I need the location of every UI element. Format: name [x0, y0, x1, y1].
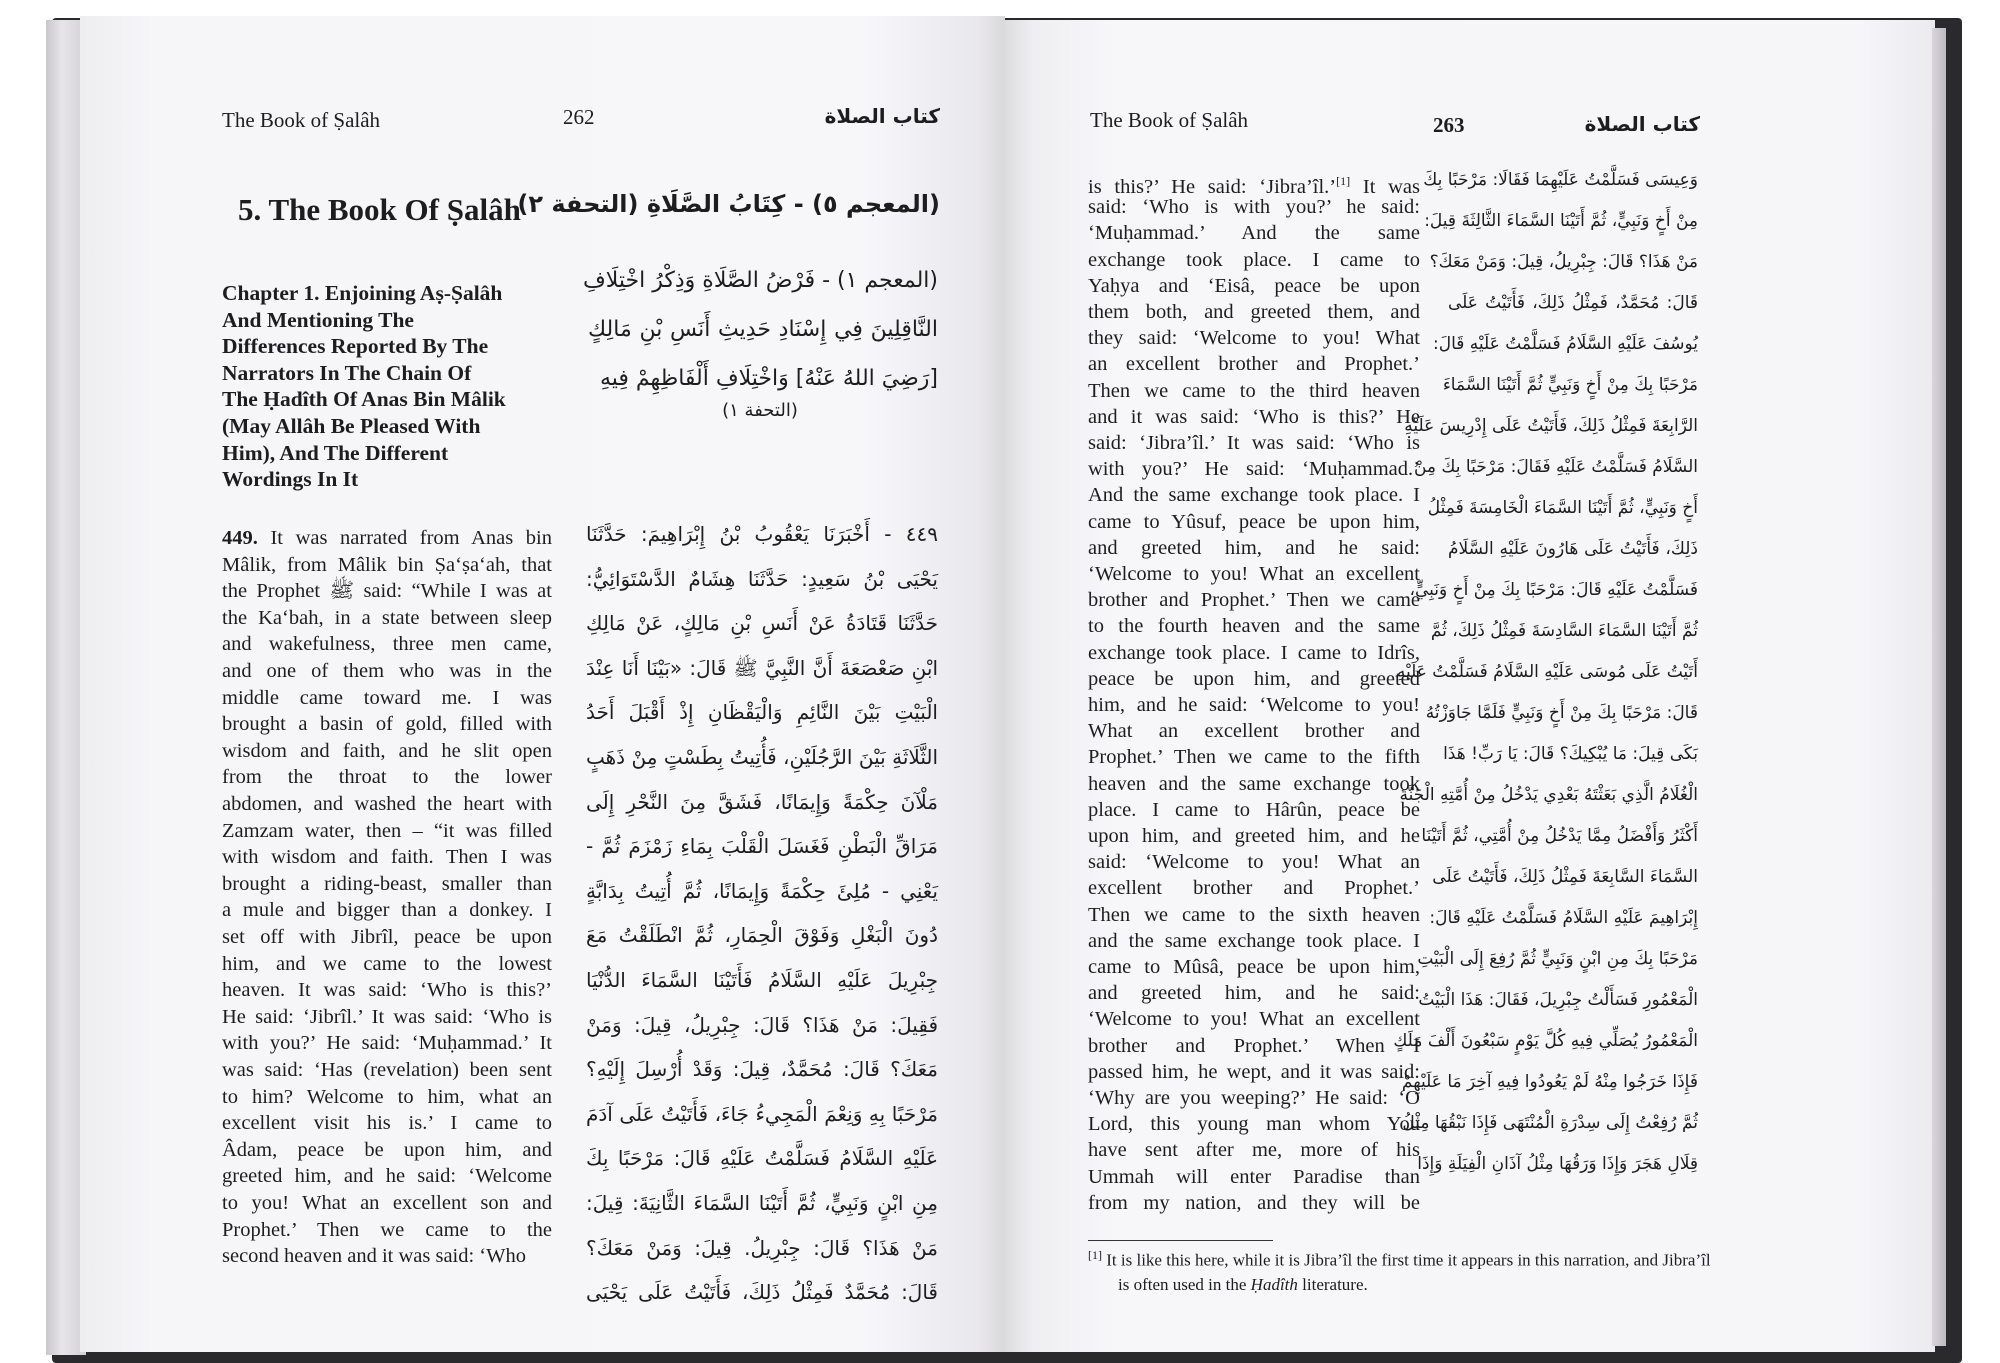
arabic-text-line: قَالَ: مَرْحَبًا بِكَ مِنْ أَخٍ وَنَبِيٍّ فَلَمَّا جَاوَزْتُهُ: [1425, 703, 1698, 723]
footnote-text: literature.: [1297, 1275, 1368, 1294]
body-text-line: heaven and the same exchange took: [1088, 772, 1420, 795]
running-head-arabic-right: كتاب الصلاة: [1584, 112, 1700, 136]
body-text-line: abdomen, and washed the heart with: [222, 793, 552, 815]
arabic-text-line: حَدَّثَنَا قَتَادَةُ عَنْ أَنَسِ بْنِ مَالِكٍ، عَنْ مَالِكِ: [586, 611, 938, 636]
chapter-heading-line: Wordings In It: [222, 467, 359, 492]
body-text-line: Prophet.’ Then we came to the fifth: [1088, 746, 1420, 769]
arabic-text-line: مَنْ هَذَا؟ قَالَ: جِبْرِيلُ. قِيلَ: وَمَنْ مَعَكَ؟: [586, 1235, 938, 1260]
page-number-right: 263: [1433, 113, 1465, 137]
arabic-text-line: فَقِيلَ: مَنْ هَذَا؟ قَالَ: جِبْرِيلُ، قِيلَ: وَمَنْ: [586, 1012, 938, 1037]
body-text-line: Mâlik, from Mâlik bin Ṣa‘ṣa‘ah, that: [222, 553, 552, 576]
body-text-line: came to Yûsuf, peace be upon him,: [1088, 510, 1420, 533]
body-text-line: and greeted him, and he said:: [1088, 536, 1420, 559]
arabic-text-line: دُونَ الْبَغْلِ وَفَوْقَ الْحِمَارِ، ثُمَّ انْطَلَقْتُ مَعَ: [586, 923, 938, 948]
body-text-line: passed him, he wept, and it was said:: [1088, 1060, 1420, 1083]
body-text-line: Prophet.’ Then we came to the: [222, 1218, 552, 1241]
body-text-line: and the same exchange took place. I: [1088, 929, 1420, 952]
body-text-line: a mule and bigger than a donkey. I: [222, 899, 552, 922]
body-text-line: ‘Muḥammad.’ And the same: [1088, 222, 1420, 245]
body-text-line: greeted him, and he said: ‘Welcome: [222, 1165, 552, 1188]
footnote-term: Ḥadîth: [1250, 1275, 1298, 1294]
body-text-line: brother and Prophet.’ Then we came: [1088, 589, 1420, 612]
arabic-text-line: بَكَى قِيلَ: مَا يُبْكِيكَ؟ قَالَ: يَا رَبِّ! هَذَا: [1443, 744, 1698, 764]
chapter-heading-line: Him), And The Different: [222, 440, 449, 465]
arabic-text-line: عَلَيْهِ السَّلَامُ فَسَلَّمْتُ عَلَيْهِ قَالَ: مَرْحَبًا بِكَ: [586, 1146, 938, 1171]
body-text-line: them both, and greeted them, and: [1088, 301, 1420, 323]
arabic-text-line: الْبَيْتِ بَيْنَ النَّائِمِ وَالْيَقْظَانِ إِذْ أَقْبَلَ أَحَدُ: [586, 700, 938, 725]
book-title: 5. The Book Of Ṣalâh: [238, 192, 521, 227]
body-text-line: upon him, and greeted him, and he: [1088, 825, 1420, 847]
footnote-marker: [1]: [1088, 1248, 1102, 1262]
body-text: It was narrated from Anas bin: [257, 527, 552, 549]
arabic-text-line: السَّمَاءَ السَّابِعَةَ فَمِثْلُ ذَلِكَ، فَأَتَيْتُ عَلَى: [1432, 867, 1698, 887]
body-text: It was: [1350, 175, 1421, 198]
body-text-line: ‘Welcome to you! What an excellent: [1088, 1008, 1420, 1031]
body-text-line: exchange took place. I came to Idrîs,: [1088, 641, 1420, 664]
arabic-text-line: مِنِ ابْنٍ وَنَبِيٍّ، ثُمَّ أَتَيْنَا السَّمَاءَ الثَّانِيَةَ: قِيلَ:: [586, 1191, 938, 1215]
chapter-heading-arabic-line: النَّاقِلِينَ فِي إِسْنَادِ حَدِيثِ أَنَسِ بْنِ مَالِكٍ: [588, 317, 938, 342]
body-text-line: with wisdom and faith. Then I was: [222, 846, 552, 869]
arabic-text-line: يُوسُفَ عَلَيْهِ السَّلَامُ فَسَلَّمْتُ عَلَيْهِ قَالَ:: [1433, 334, 1698, 354]
body-text-line: and wakefulness, three men came,: [222, 633, 552, 656]
body-text-line: to you! What an excellent son and: [222, 1192, 552, 1214]
hadith-number: 449.: [222, 527, 258, 549]
arabic-text-line: فَسَلَّمْتُ عَلَيْهِ قَالَ: مَرْحَبًا بِكَ مِنْ أَخٍ وَنَبِيٍّ،: [1409, 580, 1698, 600]
arabic-text-line: مَرْحَبًا بِكَ مِنْ أَخٍ وَنَبِيٍّ ثُمَّ أَتَيْنَا السَّمَاءَ: [1442, 375, 1698, 395]
arabic-text-line: مِنْ أَخٍ وَنَبِيٍّ، ثُمَّ أَتَيْنَا السَّمَاءَ الثَّالِثَةَ قِيلَ:: [1424, 211, 1698, 231]
body-text-line: set off with Jibrîl, peace be upon: [222, 926, 552, 948]
arabic-text-line: جِبْرِيلَ عَلَيْهِ السَّلَامُ فَأَتَيْنَا السَّمَاءَ الدُّنْيَا: [586, 968, 938, 992]
body-text-line: ‘Welcome to you! What an excellent: [1088, 563, 1420, 585]
chapter-heading-line: And Mentioning The: [222, 307, 414, 332]
arabic-text-line: يَحْيَى بْنُ سَعِيدٍ: حَدَّثَنَا هِشَامٌ الدَّسْتَوَائِيُّ:: [586, 566, 938, 591]
body-text-line: exchange took place. I came to: [1088, 248, 1420, 271]
body-text-line: have sent after me, more of his: [1088, 1139, 1420, 1162]
chapter-heading-line: Chapter 1. Enjoining Aṣ-Ṣalâh: [222, 281, 503, 305]
body-text-line: they said: ‘Welcome to you! What: [1088, 327, 1420, 350]
chapter-heading-line: Narrators In The Chain Of: [222, 360, 472, 385]
arabic-text-line: الْغُلَامُ الَّذِي بَعَثْتَهُ بَعْدِي يَدْخُلُ مِنْ أُمَّتِهِ الْجَنَّةَ: [1399, 785, 1698, 805]
body-text-line: and it was said: ‘Who is this?’ He: [1088, 405, 1420, 428]
body-text-line: [1088, 168, 1421, 198]
body-text: is this?’ He said: ‘Jibra’îl.’: [1088, 175, 1337, 198]
body-text-line: excellent visit his is.’ I came to: [222, 1112, 552, 1135]
arabic-text-line: مَلْآنَ حِكْمَةً وَإِيمَانًا، فَشَقَّ مِنَ النَّحْرِ إِلَى: [586, 789, 938, 814]
chapter-heading-line: The Ḥadîth Of Anas Bin Mâlik: [222, 387, 506, 412]
body-text-line: came to Mûsâ, peace be upon him,: [1088, 956, 1420, 978]
arabic-text-line: وَعِيسَى فَسَلَّمْتُ عَلَيْهِمَا فَقَالَا: مَرْحَبًا بِكَ: [1423, 170, 1698, 190]
body-text-line: him, and he said: ‘Welcome to you!: [1088, 694, 1420, 716]
arabic-text-line: أَكْثَرُ وَأَفْضَلُ مِمَّا يَدْخُلُ مِنْ أُمَّتِي، ثُمَّ أَتَيْنَا: [1421, 826, 1698, 846]
arabic-text-line: إِبْرَاهِيمَ عَلَيْهِ السَّلَامُ فَسَلَّمْتُ عَلَيْهِ قَالَ:: [1429, 908, 1698, 928]
body-text-line: What an excellent brother and: [1088, 720, 1420, 743]
footnote-line-2: [1118, 1275, 1368, 1295]
body-text-line: brought a riding-beast, smaller than: [222, 872, 552, 895]
arabic-text-line: الْمَعْمُورِ فَسَأَلْتُ جِبْرِيلَ، فَقَالَ: هَذَا الْبَيْتُ: [1418, 990, 1698, 1010]
arabic-text-line: قِلَالِ هَجَرَ وَإِذَا وَرَقُهَا مِثْلُ آذَانِ الْفِيَلَةِ وَإِذَا: [1417, 1154, 1698, 1174]
arabic-text-line: الْمَعْمُورُ يُصَلِّي فِيهِ كُلَّ يَوْمٍ سَبْعُونَ أَلْفَ مَلَكٍ: [1393, 1031, 1698, 1051]
body-text-line: Yaḥya and ‘Eisâ, peace be upon: [1088, 274, 1420, 297]
body-text-line: him, and we came to the lowest: [222, 952, 552, 975]
body-text-line: said: ‘Who is with you?’ he said:: [1088, 196, 1420, 219]
body-text-line: excellent brother and Prophet.’: [1088, 877, 1420, 900]
footnote-text: is often used in the: [1118, 1275, 1251, 1294]
body-text-line: an excellent brother and Prophet.’: [1088, 353, 1420, 376]
book-title-arabic: (المعجم ٥) - كِتَابُ الصَّلَاةِ (التحفة ٢): [517, 190, 940, 218]
arabic-text-line: مَرَاقِّ الْبَطْنِ فَغَسَلَ الْقَلْبَ بِمَاءِ زَمْزَمَ ثُمَّ -: [586, 834, 938, 859]
arabic-text-line: مَنْ هَذَا؟ قَالَ: جِبْرِيلُ، قِيلَ: وَمَنْ مَعَكَ؟: [1429, 252, 1698, 272]
footnote-line-1: [1088, 1248, 1711, 1271]
arabic-text-line: الرَّابِعَةَ فَمِثْلُ ذَلِكَ، فَأَتَيْتُ عَلَى إِدْرِيسَ عَلَيْهِ: [1404, 416, 1698, 436]
arabic-text-line: فَإِذَا خَرَجُوا مِنْهُ لَمْ يَعُودُوا فِيهِ آخِرَ مَا عَلَيْهِمْ: [1401, 1072, 1698, 1092]
body-text-line: [222, 525, 552, 551]
chapter-heading-line: (May Allâh Be Pleased With: [222, 413, 481, 438]
arabic-text-line: ابْنِ صَعْصَعَةَ أَنَّ النَّبِيَّ ﷺ قَالَ: «بَيْنَا أَنَا عِنْدَ: [586, 655, 938, 680]
running-head-arabic-left: كتاب الصلاة: [824, 104, 940, 128]
arabic-text-line: الثَّلَاثَةِ بَيْنَ الرَّجُلَيْنِ، فَأُتِيتُ بِطَسْتٍ مِنْ ذَهَبٍ: [586, 745, 938, 769]
arabic-text-line: مَعَكَ؟ قَالَ: مُحَمَّدٌ، قِيلَ: وَقَدْ أُرْسِلَ إِلَيْهِ؟: [586, 1057, 938, 1082]
arabic-text-line: ذَلِكَ، فَأَتَيْتُ عَلَى هَارُونَ عَلَيْهِ السَّلَامُ: [1448, 539, 1698, 559]
body-text-line: the Ka‘bah, in a state between sleep: [222, 606, 552, 629]
arabic-text-line: قَالَ: مُحَمَّدٌ، فَمِثْلُ ذَلِكَ، فَأَتَيْتُ عَلَى: [1448, 293, 1698, 313]
body-text-line: heaven. It was said: ‘Who is this?’: [222, 979, 552, 1002]
body-text-line: Then we came to the sixth heaven: [1088, 903, 1420, 926]
body-text-line: Lord, this young man whom You: [1088, 1113, 1420, 1136]
body-text-line: brother and Prophet.’ When I: [1088, 1034, 1420, 1057]
body-text-line: middle came toward me. I was: [222, 686, 552, 709]
running-head-right: The Book of Ṣalâh: [1090, 108, 1249, 132]
body-text-line: was said: ‘Has (revelation) been sent: [222, 1059, 552, 1081]
chapter-heading-arabic-line: (التحفة ١): [722, 400, 798, 421]
body-text-line: and one of them who was in the: [222, 660, 552, 682]
footnote-text: It is like this here, while it is Jibra’îl the first time it appears in this narration, and Jibra’îl: [1102, 1250, 1711, 1270]
arabic-text-line: ثُمَّ رُفِعْتُ إِلَى سِدْرَةِ الْمُنْتَهَى فَإِذَا نَبْقُهَا مِثْلُ: [1402, 1113, 1698, 1133]
body-text-line: peace be upon him, and greeted: [1088, 667, 1420, 690]
page-number-left: 262: [563, 105, 595, 129]
arabic-text-line: مَرْحَبًا بِكَ مِنِ ابْنٍ وَنَبِيٍّ ثُمَّ رُفِعَ إِلَى الْبَيْتِ: [1417, 949, 1698, 969]
body-text-line: second heaven and it was said: ‘Who: [222, 1245, 526, 1268]
body-text-line: ‘Why are you weeping?’ He said: ‘O: [1088, 1087, 1420, 1109]
body-text-line: the Prophet ﷺ said: “While I was at: [222, 580, 552, 603]
arabic-text-line: مَرْحَبًا بِهِ وَنِعْمَ الْمَجِيءُ جَاءَ، فَأَتَيْتُ عَلَى آدَمَ: [586, 1101, 938, 1126]
arabic-text-line: ثُمَّ أَتَيْنَا السَّمَاءَ السَّادِسَةَ فَمِثْلُ ذَلِكَ، ثُمَّ: [1430, 621, 1698, 641]
arabic-text-line: أَخٍ وَنَبِيٍّ، ثُمَّ أَتَيْنَا السَّمَاءَ الْخَامِسَةَ فَمِثْلُ: [1427, 498, 1698, 518]
running-head-left: The Book of Ṣalâh: [222, 108, 381, 132]
body-text-line: And the same exchange took place. I: [1088, 484, 1420, 507]
body-text-line: Âdam, peace be upon him, and: [222, 1138, 552, 1161]
body-text-line: from my nation, and they will be: [1088, 1191, 1420, 1214]
body-text-line: to him? Welcome to him, what an: [222, 1085, 552, 1108]
body-text-line: said: ‘Welcome to you! What an: [1088, 851, 1420, 874]
body-text-line: to the fourth heaven and the same: [1088, 615, 1420, 638]
body-text-line: Zamzam water, then – “it was filled: [222, 819, 552, 842]
body-text-line: wisdom and faith, and he slit open: [222, 739, 552, 762]
chapter-heading-arabic-line: [رَضِيَ اللهُ عَنْهُ] وَاخْتِلَافِ أَلْفَاظِهِمْ فِيهِ: [599, 366, 938, 391]
body-text-line: brought a basin of gold, filled with: [222, 713, 552, 736]
chapter-heading: [222, 280, 562, 493]
footnote-rule: [1088, 1240, 1273, 1241]
arabic-text-line: قَالَ: مُحَمَّدٌ فَمِثْلُ ذَلِكَ، فَأَتَيْتُ عَلَى يَحْيَى: [586, 1280, 938, 1305]
page-edges-right: [1932, 28, 1946, 1346]
body-text-line: and greeted him, and he said:: [1088, 982, 1420, 1005]
body-text-line: said: ‘Jibra’îl.’ It was said: ‘Who is: [1088, 432, 1420, 454]
body-text-line: Ummah will enter Paradise than: [1088, 1165, 1420, 1188]
body-text-line: place. I came to Hârûn, peace be: [1088, 798, 1420, 821]
body-text-line: Then we came to the third heaven: [1088, 379, 1420, 402]
arabic-text-line: السَّلَامُ فَسَلَّمْتُ عَلَيْهِ فَقَالَ: مَرْحَبًا بِكَ مِنْ: [1413, 457, 1698, 477]
chapter-heading-line: Differences Reported By The: [222, 334, 489, 359]
arabic-text-line: ٤٤٩ - أَخْبَرَنَا يَعْقُوبُ بْنُ إِبْرَاهِيمَ: حَدَّثَنَا: [586, 522, 938, 546]
footnote-reference: [1]: [1336, 174, 1351, 188]
arabic-text-line: أَتَيْتُ عَلَى مُوسَى عَلَيْهِ السَّلَامُ فَسَلَّمْتُ عَلَيْهِ: [1396, 662, 1698, 682]
body-text-line: with you?’ He said: ‘Muḥammad.’ It: [222, 1032, 552, 1055]
chapter-heading-arabic-line: (المعجم ١) - فَرْضُ الصَّلَاةِ وَذِكْرُ اخْتِلَافِ: [582, 268, 938, 293]
body-text-line: with you?’ He said: ‘Muḥammad.’: [1088, 458, 1420, 481]
body-text-line: He said: ‘Jibrîl.’ It was said: ‘Who is: [222, 1005, 552, 1028]
arabic-text-line: يَعْنِي - مُلِئَ حِكْمَةً وَإِيمَانًا، ثُمَّ أُتِيتُ بِدَابَّةٍ: [586, 878, 938, 903]
body-text-line: from the throat to the lower: [222, 766, 552, 789]
